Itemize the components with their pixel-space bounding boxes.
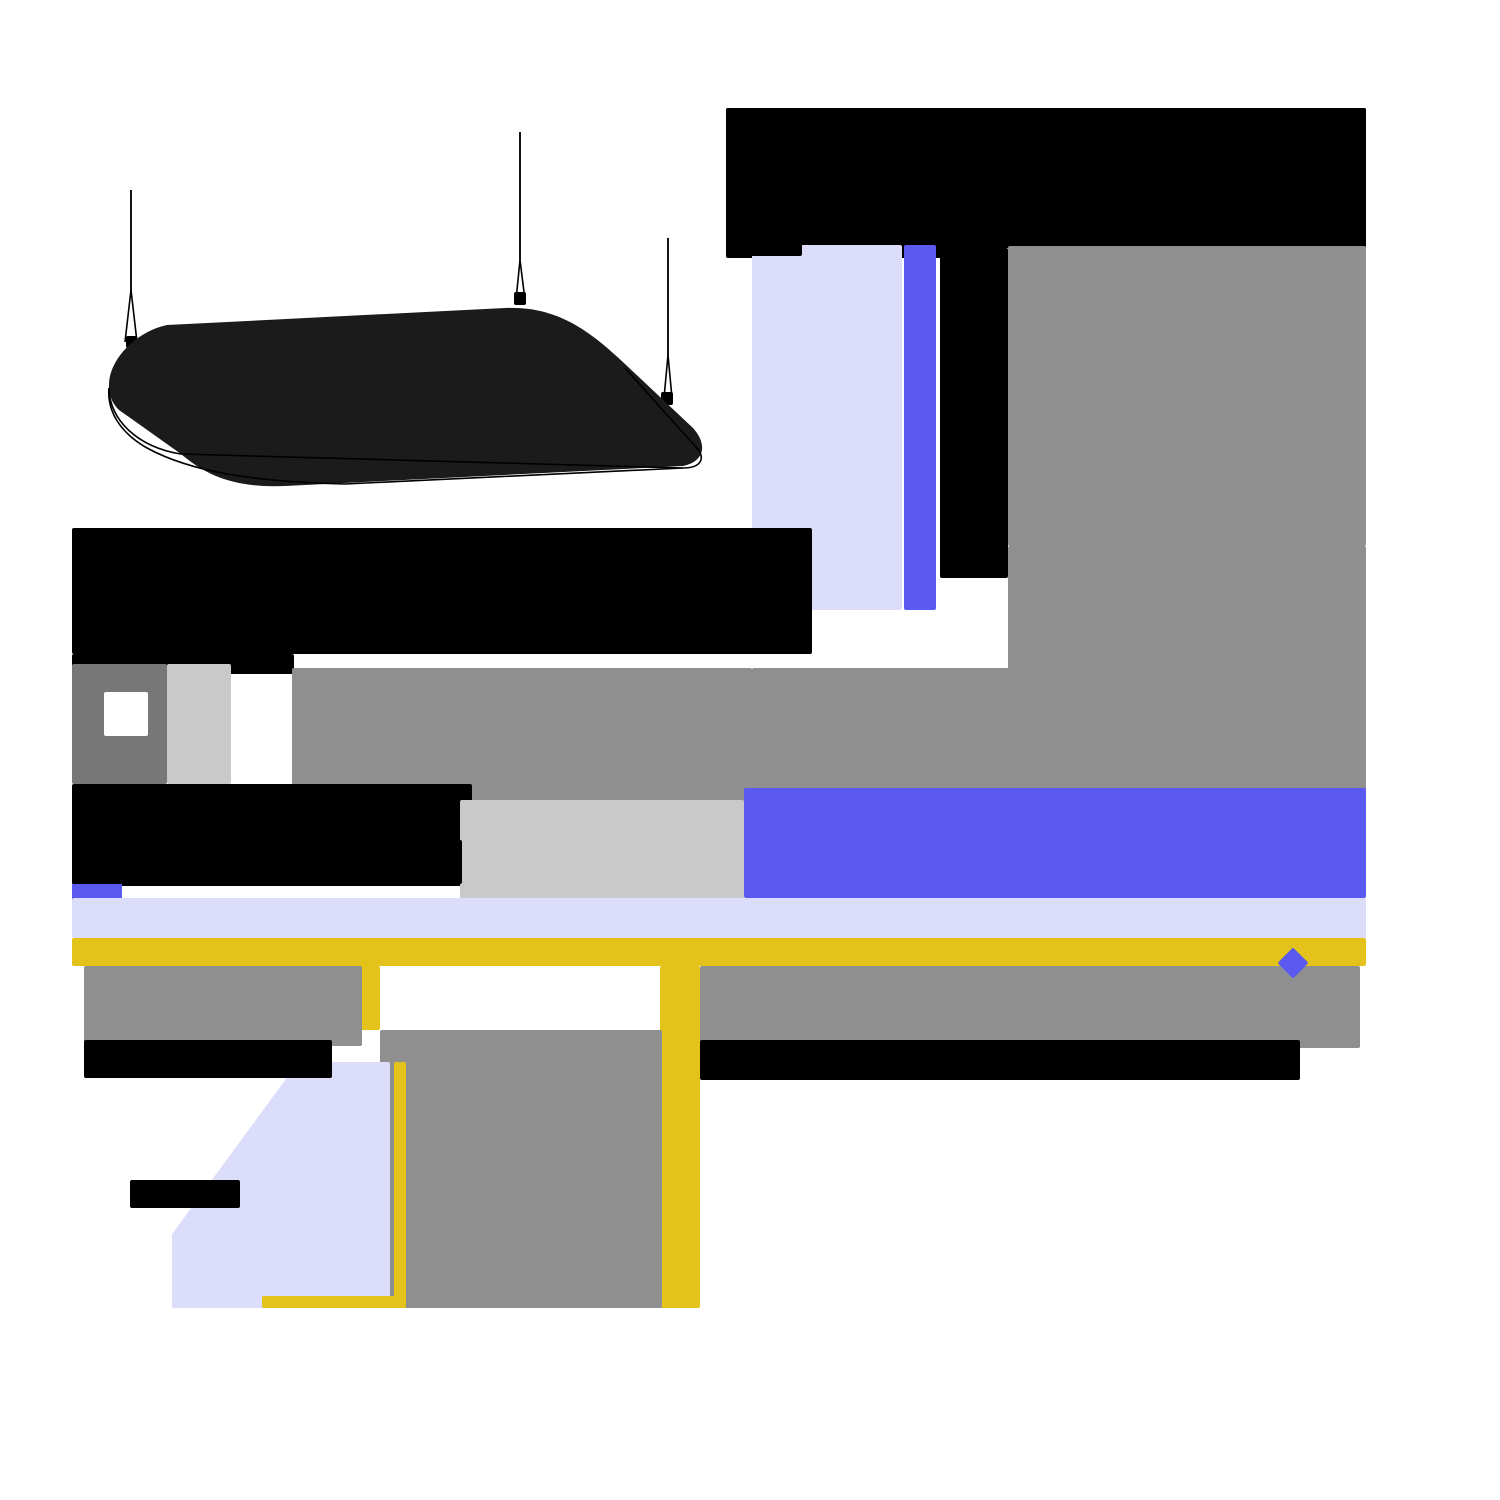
highlight-band	[72, 938, 1366, 966]
secondary-accent-band	[72, 898, 1366, 938]
section-heading-block	[72, 528, 812, 654]
body-copy-block-3	[752, 668, 1366, 764]
callout-accent-bar	[904, 245, 936, 610]
text-sliver-4	[84, 1040, 332, 1078]
footer-block-left	[84, 966, 362, 1046]
lower-callout-wedge-border	[262, 1296, 406, 1308]
text-sliver-6	[1008, 108, 1366, 244]
color-swatch-secondary	[167, 664, 231, 784]
primary-accent-band	[744, 788, 1366, 898]
lower-callout-wedge-border-right	[394, 1062, 406, 1308]
right-paragraph-block	[1008, 246, 1366, 546]
product-illustration	[95, 110, 715, 510]
highlight-spine	[660, 966, 700, 1308]
footer-block-right	[700, 966, 1360, 1048]
text-sliver-3	[700, 1040, 1300, 1080]
text-sliver-5	[130, 1180, 240, 1208]
text-sliver-1	[726, 238, 802, 256]
header-band-left-notch	[726, 108, 992, 258]
callout-label-block	[940, 248, 1008, 578]
text-sliver-2	[72, 840, 462, 884]
lower-column-block	[380, 1030, 662, 1308]
mid-light-block	[460, 800, 744, 900]
color-swatch-inner	[104, 692, 148, 736]
